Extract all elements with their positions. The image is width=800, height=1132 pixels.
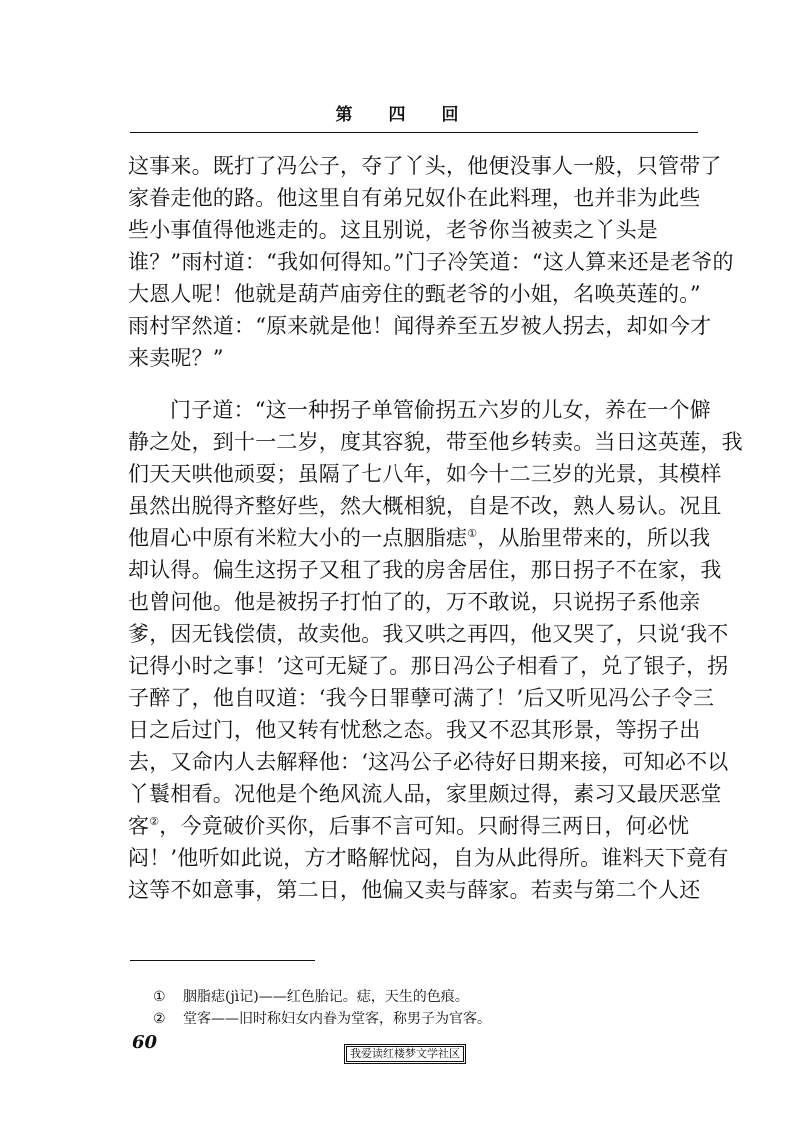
- text-line: 家眷走他的路。他这里自有弟兄奴仆在此料理，也并非为此些: [128, 186, 701, 210]
- footnote-mark: ②: [153, 1011, 166, 1027]
- text-line: 虽然出脱得齐整好些，然大概相貌，自是不改，熟人易认。况且: [128, 494, 722, 518]
- text-line: 也曾问他。他是被拐子打怕了的，万不敢说，只说拐子系他亲: [128, 590, 701, 614]
- text-line: 丫鬟相看。况他是个绝风流人品，家里颇过得，素习又最厌恶堂: [128, 782, 722, 806]
- text-segment: 客: [128, 814, 150, 838]
- footnote-mark: ①: [153, 989, 166, 1005]
- page-number: 60: [132, 1032, 158, 1053]
- text-line: 闷！’他听如此说，方才略解忧闷，自为从此得所。谁料天下竟有: [128, 846, 729, 870]
- text-line: 去，又命内人去解释他：‘这冯公子必待好日期来接，可知必不以: [128, 750, 729, 774]
- text-line: 大恩人呢！他就是葫芦庙旁住的甄老爷的小姐，名唤英莲的。”: [128, 282, 701, 306]
- footnote-text: 胭脂痣(jì记)——红色胎记。痣，天生的色痕。: [183, 989, 469, 1005]
- footnote-ref-1: ①: [467, 527, 478, 540]
- footnote-ref-2: ②: [149, 815, 160, 828]
- text-segment: 他眉心中原有米粒大小的一点胭脂痣: [128, 526, 468, 550]
- text-line: 日之后过门，他又转有忧愁之态。我又不忍其形景，等拐子出: [128, 718, 701, 742]
- text-line: 这等不如意事，第二日，他偏又卖与薛家。若卖与第二个人还: [128, 878, 701, 902]
- text-line: 来卖呢？”: [128, 346, 224, 370]
- body-text: [128, 150, 743, 906]
- footnotes: [153, 986, 491, 1030]
- text-line: 爹，因无钱偿债，故卖他。我又哄之再四，他又哭了，只说‘我不: [128, 622, 729, 646]
- text-line: 们天天哄他顽耍；虽隔了七八年，如今十二三岁的光景，其模样: [128, 462, 722, 486]
- text-segment: ，从胎里带来的，所以我: [477, 526, 711, 550]
- text-line: 这事来。既打了冯公子，夺了丫头，他便没事人一般，只管带了: [128, 154, 722, 178]
- text-line: 谁？”雨村道：“我如何得知。”门子冷笑道：“这人算来还是老爷的: [128, 250, 734, 274]
- text-segment: ，今竟破价买你，后事不言可知。只耐得三两日，何必忧: [159, 814, 690, 838]
- watermark-stamp: 我爱读红楼梦文学社区: [346, 1046, 464, 1062]
- text-line: 记得小时之事！’这可无疑了。那日冯公子相看了，兑了银子，拐: [128, 654, 729, 678]
- text-line: 些小事值得他逃走的。这且别说，老爷你当被卖之丫头是: [128, 218, 658, 242]
- text-line: 却认得。偏生这拐子又租了我的房舍居住，那日拐子不在家，我: [128, 558, 722, 582]
- text-line: 静之处，到十一二岁，度其容貌，带至他乡转卖。当日这英莲，我: [128, 430, 743, 454]
- text-line: 门子道：“这一种拐子单管偷拐五六岁的儿女，养在一个僻: [170, 398, 711, 422]
- header-rule: [130, 132, 698, 133]
- text-line: 雨村罕然道：“原来就是他！闻得养至五岁被人拐去，却如今才: [128, 314, 712, 338]
- footnote-item: [153, 1008, 491, 1030]
- footnote-item: [153, 986, 491, 1008]
- text-line: 子醉了，他自叹道：‘我今日罪孽可满了！’后又听见冯公子令三: [128, 686, 715, 710]
- footnote-text: 堂客——旧时称妇女内眷为堂客，称男子为官客。: [183, 1011, 491, 1027]
- text-line: [128, 522, 711, 554]
- text-line: [128, 810, 703, 842]
- footnote-rule: [130, 960, 315, 961]
- chapter-header: 第四回: [335, 105, 495, 125]
